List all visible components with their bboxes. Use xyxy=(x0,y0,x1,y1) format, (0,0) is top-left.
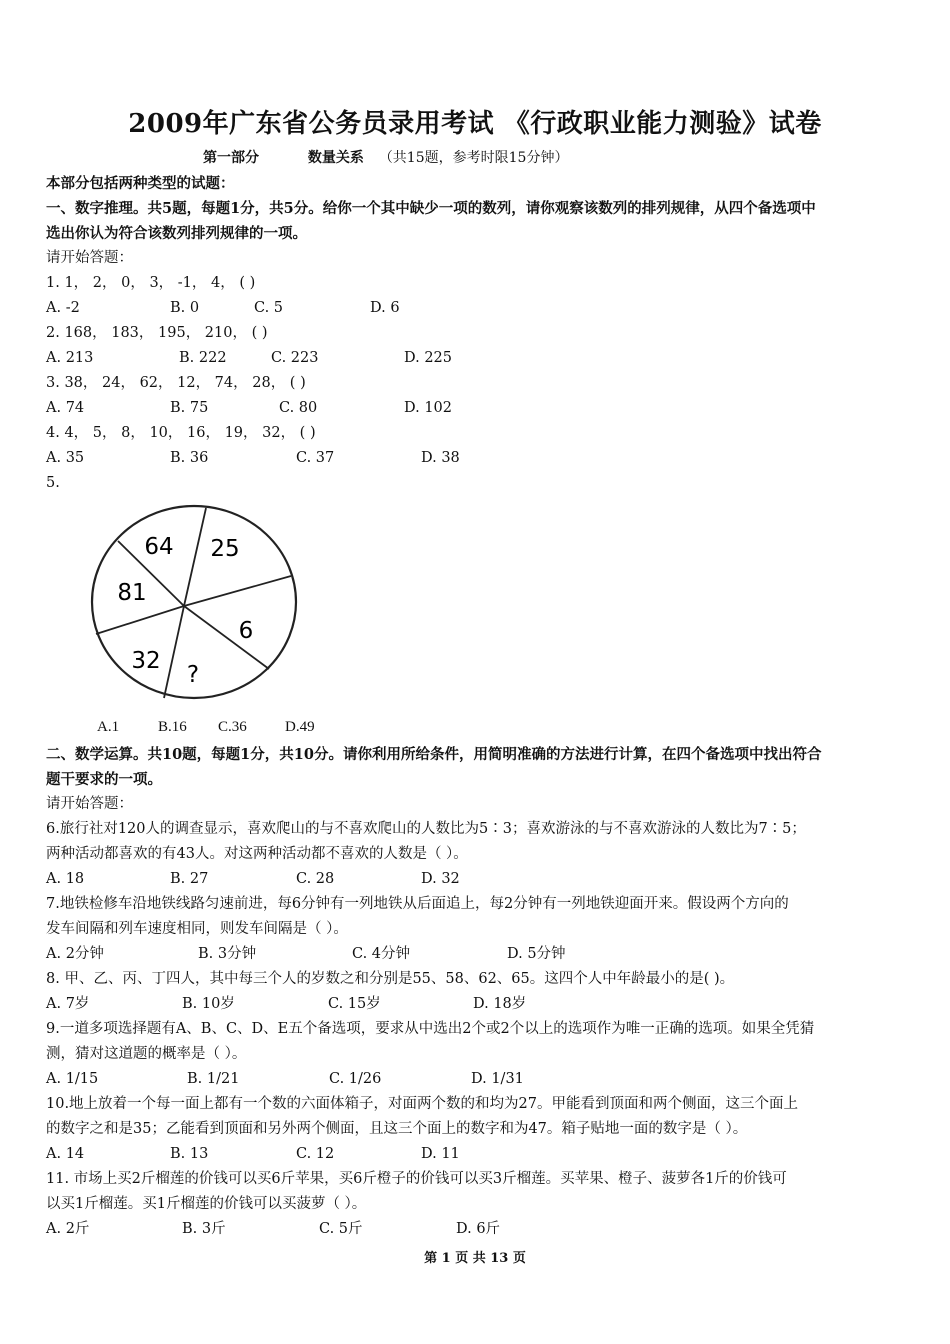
q11-option-d: D. 6斤 xyxy=(456,1221,501,1237)
q7-line1: 7.地铁检修车沿地铁线路匀速前进，每6分钟有一列地铁从后面追上，每2分钟有一列地铁迎面开来。假设两个方向的 xyxy=(46,896,789,912)
section2-heading-cont: 题干要求的一项。 xyxy=(46,771,162,788)
q11-line2: 以买1斤榴莲。买1斤榴莲的价钱可以买菠萝（ ）。 xyxy=(46,1196,367,1212)
pie-divider xyxy=(164,606,184,698)
section-subtitle xyxy=(203,147,568,167)
pie-divider xyxy=(184,508,206,606)
q3-option-a: A. 74 xyxy=(46,400,85,416)
q4-stem: 4. 4， 5， 8， 10， 16， 19， 32， ( ) xyxy=(46,425,316,441)
q4-option-b: B. 36 xyxy=(170,450,209,466)
q9-option-d: D. 1/31 xyxy=(471,1071,524,1087)
q1-option-b: B. 0 xyxy=(170,300,200,316)
q1-option-a: A. -2 xyxy=(46,300,80,316)
pie-label-64: 64 xyxy=(144,534,174,560)
section2-heading: 二、数学运算。共10题，每题1分，共10分。请你利用所给条件，用简明准确的方法进行计算，在四个备选项中找出符合 xyxy=(46,746,822,763)
q10-option-b: B. 13 xyxy=(170,1146,209,1162)
q2-stem: 2. 168， 183， 195， 210， ( ) xyxy=(46,325,268,341)
q2-option-d: D. 225 xyxy=(404,350,453,366)
q11-line1: 11. 市场上买2斤榴莲的价钱可以买6斤苹果，买6斤橙子的价钱可以买3斤榴莲。买苹果、橙子、菠萝各1斤的价钱可 xyxy=(46,1171,787,1187)
q7-line2: 发车间隔和列车速度相同，则发车间隔是（ ）。 xyxy=(46,921,348,937)
section-note: （共15题，参考时限15分钟） xyxy=(378,150,569,166)
q11-option-a: A. 2斤 xyxy=(46,1221,90,1237)
pie-label-25: 25 xyxy=(210,536,240,562)
q5-option-d: D.49 xyxy=(285,719,315,735)
q11-option-c: C. 5斤 xyxy=(319,1221,363,1237)
q5-pie-figure xyxy=(88,502,302,704)
pie-label-81: 81 xyxy=(117,580,147,606)
q6-option-d: D. 32 xyxy=(421,871,460,887)
part-label: 第一部分 xyxy=(203,150,259,166)
q9-line1: 9.一道多项选择题有A、B、C、D、E五个备选项，要求从中选出2个或2个以上的选项作为唯一正确的选项。如果全凭猜 xyxy=(46,1021,815,1037)
q2-option-c: C. 223 xyxy=(271,350,319,366)
q2-option-a: A. 213 xyxy=(46,350,94,366)
q9-option-c: C. 1/26 xyxy=(329,1071,382,1087)
q1-option-c: C. 5 xyxy=(254,300,284,316)
q10-option-c: C. 12 xyxy=(296,1146,335,1162)
q3-option-b: B. 75 xyxy=(170,400,209,416)
q8-line1: 8. 甲、乙、丙、丁四人，其中每三个人的岁数之和分别是55、58、62、65。这四个人中年龄最小的是( )。 xyxy=(46,971,735,987)
q7-option-b: B. 3分钟 xyxy=(198,946,257,962)
q4-option-a: A. 35 xyxy=(46,450,85,466)
q10-option-a: A. 14 xyxy=(46,1146,85,1162)
q7-option-a: A. 2分钟 xyxy=(46,946,104,962)
q4-option-d: D. 38 xyxy=(421,450,460,466)
q6-line1: 6.旅行社对120人的调查显示，喜欢爬山的与不喜欢爬山的人数比为5∶3；喜欢游泳的与不喜欢游泳的人数比为7∶5； xyxy=(46,821,806,837)
q3-option-d: D. 102 xyxy=(404,400,453,416)
section-label: 数量关系 xyxy=(307,150,364,166)
q6-option-a: A. 18 xyxy=(46,871,85,887)
pie-divider xyxy=(184,576,291,606)
pie-divider xyxy=(96,606,184,634)
pie-label-32: 32 xyxy=(131,648,161,674)
q8-option-a: A. 7岁 xyxy=(46,996,90,1012)
section1-heading: 一、数字推理。共5题，每题1分，共5分。给你一个其中缺少一项的数列，请你观察该数列的排列规律，从四个备选项中 xyxy=(46,200,816,217)
page-footer: 第 1 页 共 13 页 xyxy=(424,1251,526,1266)
q5-stem: 5. xyxy=(46,475,60,491)
section1-heading-cont: 选出你认为符合该数列排列规律的一项。 xyxy=(46,225,307,242)
q9-line2: 测，猜对这道题的概率是（ ）。 xyxy=(46,1046,247,1062)
q6-option-b: B. 27 xyxy=(170,871,209,887)
pie-label-unknown: ? xyxy=(186,662,200,688)
section2-start: 请开始答题： xyxy=(46,796,133,812)
q7-option-c: C. 4分钟 xyxy=(352,946,411,962)
q6-line2: 两种活动都喜欢的有43人。对这两种活动都不喜欢的人数是（ ）。 xyxy=(46,846,468,862)
page-title: 2009年广东省公务员录用考试 《行政职业能力测验》试卷 xyxy=(128,109,822,139)
q8-option-b: B. 10岁 xyxy=(182,996,235,1012)
q2-option-b: B. 222 xyxy=(179,350,227,366)
q10-line2: 的数字之和是35；乙能看到顶面和另外两个侧面，且这三个面上的数字和为47。箱子贴地一面的数字是（ ）。 xyxy=(46,1121,748,1137)
q5-option-b: B.16 xyxy=(158,719,187,735)
section1-start: 请开始答题： xyxy=(46,250,133,266)
pie-divider xyxy=(184,606,269,669)
q5-option-a: A.1 xyxy=(97,719,120,735)
q1-stem: 1. 1， 2， 0， 3， -1， 4， ( ) xyxy=(46,275,256,291)
q6-option-c: C. 28 xyxy=(296,871,335,887)
q9-option-a: A. 1/15 xyxy=(46,1071,99,1087)
q3-option-c: C. 80 xyxy=(279,400,318,416)
q8-option-c: C. 15岁 xyxy=(328,996,381,1012)
q3-stem: 3. 38， 24， 62， 12， 74， 28， ( ) xyxy=(46,375,306,391)
q4-option-c: C. 37 xyxy=(296,450,335,466)
q1-option-d: D. 6 xyxy=(370,300,400,316)
pie-label-6: 6 xyxy=(238,618,254,644)
q11-option-b: B. 3斤 xyxy=(182,1221,226,1237)
q10-option-d: D. 11 xyxy=(421,1146,460,1162)
q9-option-b: B. 1/21 xyxy=(187,1071,240,1087)
q10-line1: 10.地上放着一个每一面上都有一个数的六面体箱子，对面两个数的和均为27。甲能看到顶面和两个侧面，这三个面上 xyxy=(46,1096,799,1112)
intro-text: 本部分包括两种类型的试题： xyxy=(46,175,235,192)
q7-option-d: D. 5分钟 xyxy=(507,946,566,962)
q5-option-c: C.36 xyxy=(218,719,247,735)
q8-option-d: D. 18岁 xyxy=(473,996,527,1012)
